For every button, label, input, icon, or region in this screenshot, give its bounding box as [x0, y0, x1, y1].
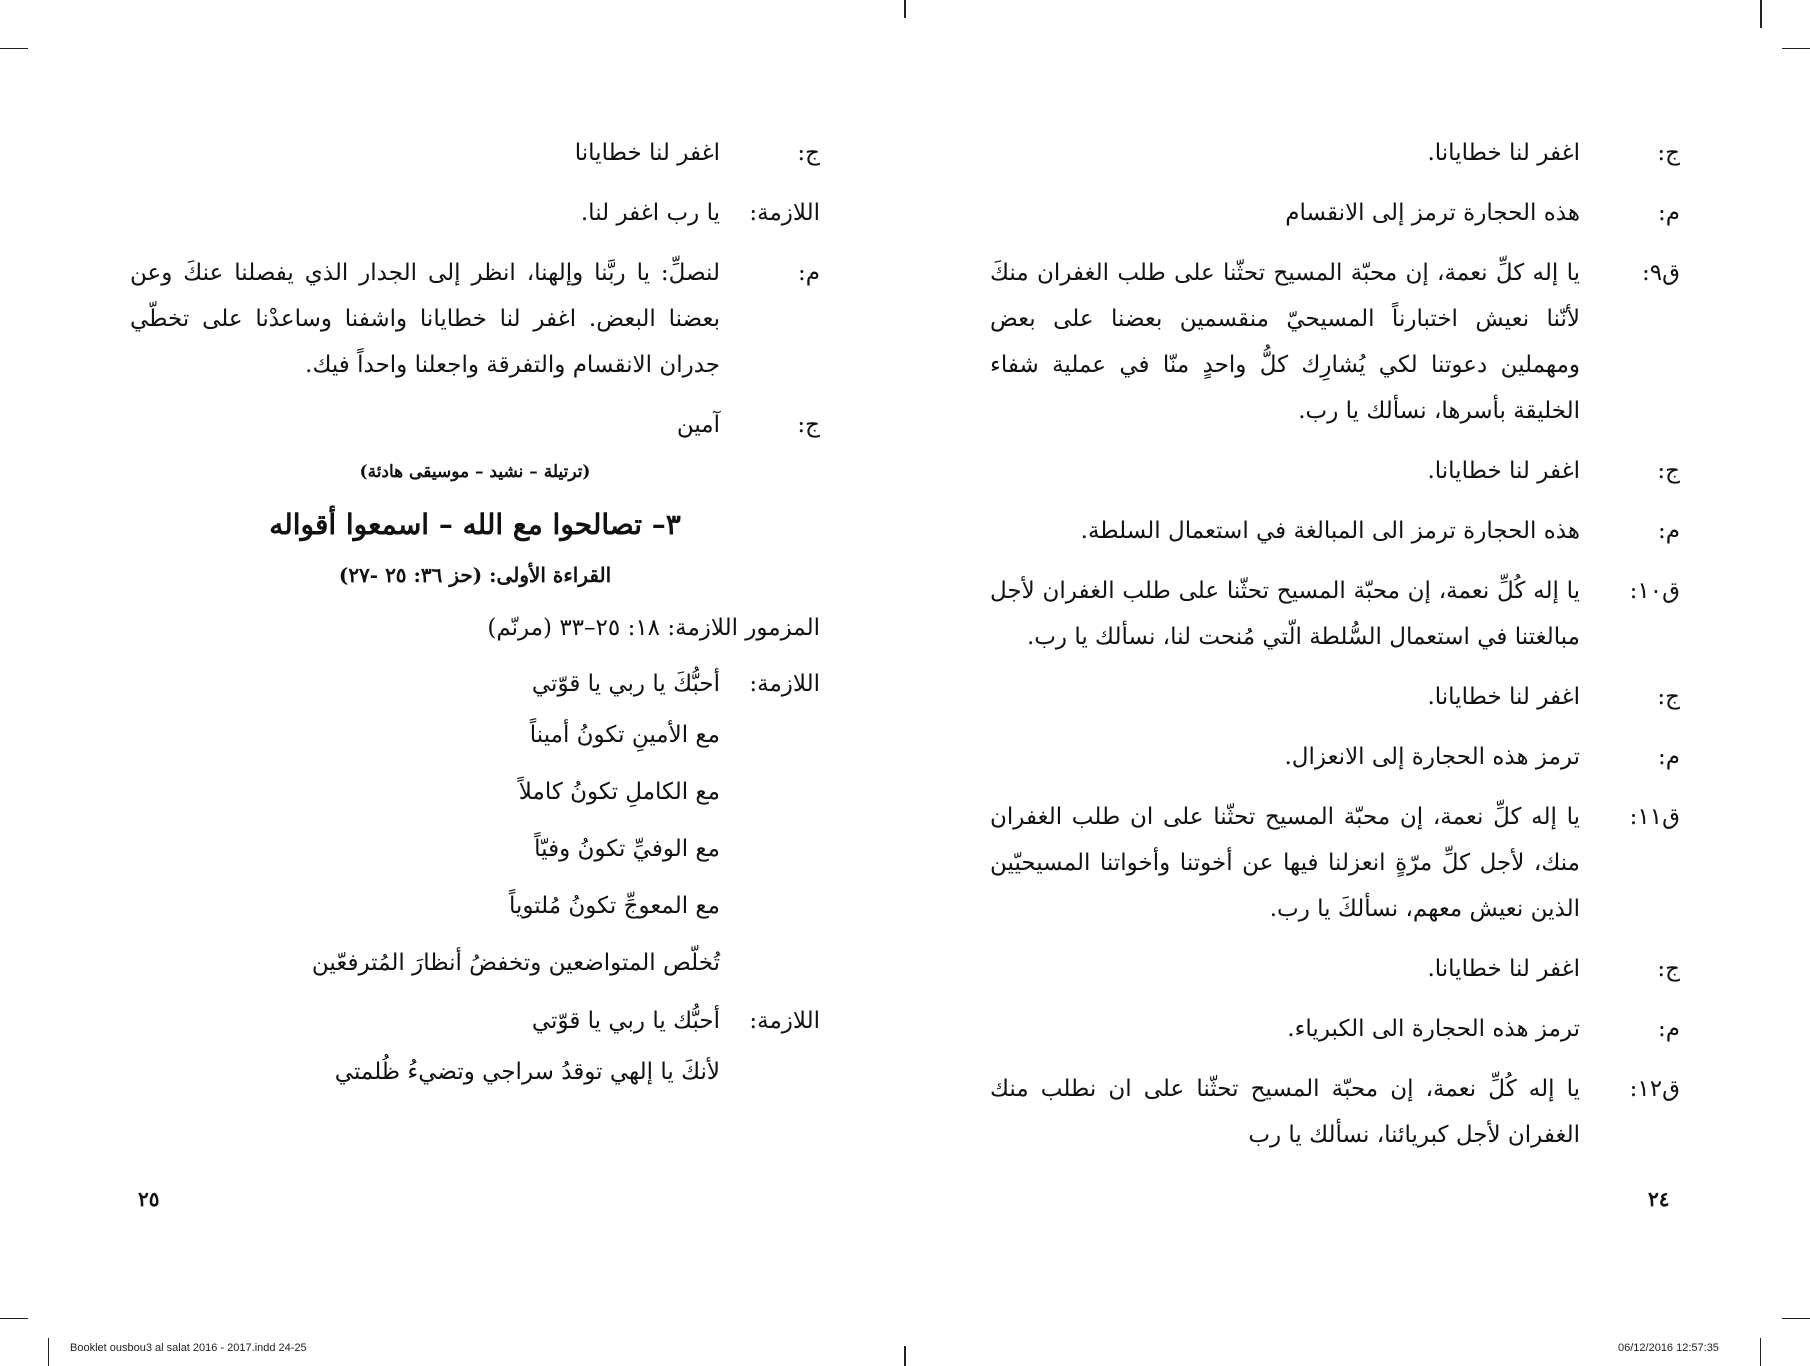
crop-mark [1782, 1318, 1810, 1319]
text-row [990, 734, 1680, 780]
crop-mark [48, 1338, 49, 1366]
text-row [990, 1006, 1680, 1052]
speaker-label: ج: [797, 412, 820, 438]
verse-line: مع الكاملِ تكونُ كاملاً [518, 779, 720, 805]
speaker-label: ق١٠: [1629, 578, 1680, 604]
section-heading: ٣– تصالحوا مع الله – اسمعوا أقواله [269, 508, 681, 541]
crop-mark [904, 0, 906, 18]
text-row [130, 130, 820, 176]
text-row [130, 190, 820, 236]
text-row [990, 568, 1680, 660]
text-row [990, 130, 1680, 176]
refrain-label: اللازمة: [749, 671, 820, 697]
speaker-label: ق١١: [1629, 804, 1680, 830]
refrain-label: اللازمة: [749, 1008, 820, 1034]
text-row [990, 190, 1680, 236]
row-text: اغفر لنا خطايانا. [1427, 458, 1580, 484]
right-page [990, 130, 1680, 1226]
row-text: يا إله كلِّ نعمة، إن محبّة المسيح تحثّنا على ان طلب الغفران منك، لأجل كلِّ مرّةٍ انعزلنا فيها عن أخوتنا وأخواتنا المسيحيّين الذين نعيش معهم، نسألكَ يا رب. [990, 804, 1580, 922]
music-note: (ترتيلة – نشيد – موسيقى هادئة) [359, 462, 591, 482]
psalm-verses [130, 707, 820, 992]
page-number: ٢٥ [138, 1187, 160, 1211]
page-number: ٢٤ [1648, 1187, 1670, 1211]
crop-mark [0, 48, 28, 49]
row-text: هذه الحجارة ترمز الى المبالغة في استعمال السلطة. [1080, 518, 1580, 544]
refrain-text: أحبُّك يا ربي يا قوّتي [531, 1008, 720, 1034]
row-text: اغفر لنا خطايانا. [1427, 684, 1580, 710]
speaker-label: ج: [1657, 140, 1680, 166]
row-text: ترمز هذه الحجارة الى الكبرياء. [1287, 1016, 1580, 1042]
speaker-label: م: [1658, 518, 1680, 544]
text-row [990, 946, 1680, 992]
speaker-label: ج: [1657, 684, 1680, 710]
speaker-label: اللازمة: [749, 200, 820, 226]
verse-line: مع الأمينِ تكونُ أميناً [529, 722, 720, 748]
row-text: يا إله كلِّ نعمة، إن محبّة المسيح تحثّنا على طلب الغفران منكَ لأنّنا نعيش اختبارناً المسيحيّ منقسمين بعضنا على بعض ومهملين دعوتنا لكي يُشارِك كلُّ واحدٍ منّا في عملية شفاء الخليقة بأسرها، نسألك يا رب. [990, 260, 1580, 424]
crop-mark [904, 1346, 906, 1366]
text-row [990, 508, 1680, 554]
speaker-label: م: [1658, 744, 1680, 770]
text-row [990, 250, 1680, 434]
text-row [130, 402, 820, 448]
row-text: لنصلِّ: يا ربَّنا وإلهنا، انظر إلى الجدار الذي يفصلنا عنكَ وعن بعضنا البعض. اغفر لنا خطايانا واشفنا وساعدْنا على تخطّي جدران الانقسام والتفرقة واجعلنا واحداً فيك. [130, 260, 720, 378]
text-row [990, 674, 1680, 720]
verse-line: تُخلّص المتواضعين وتخفضُ أنظارَ المُترفعّين [311, 950, 720, 976]
crop-mark [1782, 48, 1810, 49]
speaker-label: م: [798, 260, 820, 286]
row-text: اغفر لنا خطايانا. [1427, 140, 1580, 166]
row-text: يا إله كُلِّ نعمة، إن محبّة المسيح تحثّنا على طلب الغفران لأجل مبالغتنا في استعمال السُّلطة الّتي مُنحت لنا، نسألك يا رب. [990, 578, 1580, 650]
psalm-line: المزمور اللازمة: ١٨: ٢٥–٣٣ (مرنّم) [487, 615, 820, 641]
row-text: آمين [676, 412, 720, 438]
verse-line: مع الوفيِّ تكونُ وفيّاً [534, 836, 720, 862]
speaker-label: ج: [797, 140, 820, 166]
verse-line: لأنكَ يا إلهي توقدُ سراجي وتضيءُ ظُلمتي [334, 1059, 720, 1085]
refrain-row [130, 998, 820, 1044]
first-reading: القراءة الأولى: (حز ٣٦: ٢٥ -٢٧) [338, 563, 612, 587]
speaker-label: م: [1658, 200, 1680, 226]
row-text: اغفر لنا خطايانا [574, 140, 720, 166]
footer-filename: Booklet ousbou3 al salat 2016 - 2017.indd 24-25 [70, 1342, 307, 1354]
speaker-label: ق٩: [1642, 260, 1680, 286]
row-text: يا إله كُلِّ نعمة، إن محبّة المسيح تحثّنا على ان نطلب منك الغفران لأجل كبريائنا، نسألك يا رب [990, 1076, 1580, 1148]
row-text: يا رب اغفر لنا. [580, 200, 720, 226]
footer-timestamp: 06/12/2016 12:57:35 [1618, 1342, 1719, 1354]
refrain-row [130, 661, 820, 707]
text-row [990, 794, 1680, 932]
crop-mark [1760, 0, 1762, 28]
row-text: هذه الحجارة ترمز إلى الانقسام [1285, 200, 1580, 226]
text-row [990, 448, 1680, 494]
refrain-text: أحبُّكَ يا ربي يا قوّتي [531, 671, 720, 697]
speaker-label: ج: [1657, 956, 1680, 982]
crop-mark [1760, 1338, 1761, 1366]
text-row [990, 1066, 1680, 1158]
speaker-label: م: [1658, 1016, 1680, 1042]
speaker-label: ق١٢: [1629, 1076, 1680, 1102]
row-text: ترمز هذه الحجارة إلى الانعزال. [1284, 744, 1580, 770]
psalm-verses [130, 1044, 820, 1101]
speaker-label: ج: [1657, 458, 1680, 484]
text-row [130, 250, 820, 388]
left-page [130, 130, 820, 1226]
verse-line: مع المعوجِّ تكونُ مُلتوياً [508, 893, 720, 919]
crop-mark [0, 1318, 28, 1319]
row-text: اغفر لنا خطايانا. [1427, 956, 1580, 982]
